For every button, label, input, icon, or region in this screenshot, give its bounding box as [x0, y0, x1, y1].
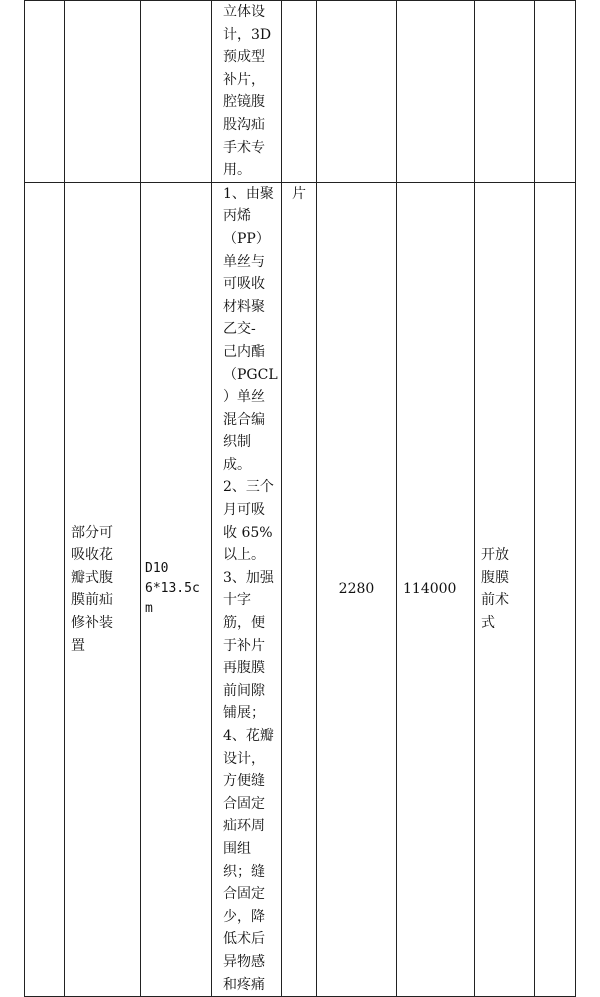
- product-table: [24, 0, 576, 997]
- note-cell: [475, 1, 535, 183]
- note-text: 开放 腹膜 前术 式: [481, 547, 509, 632]
- extra-cell: [535, 1, 576, 183]
- spec-cell: [141, 182, 212, 996]
- description-text: 立体设 计，3D 预成型 补片， 腔镜腹 股沟疝 手术专 用。: [223, 4, 272, 179]
- index-cell: [25, 1, 65, 183]
- extra-cell: [535, 182, 576, 996]
- spec-cell: [141, 1, 212, 183]
- unit-cell: [282, 1, 317, 183]
- price-text: 2280: [338, 581, 375, 598]
- index-cell: [25, 182, 65, 996]
- table-row: [25, 1, 576, 183]
- price-cell: [317, 1, 397, 183]
- total-cell: [397, 182, 475, 996]
- total-cell: [397, 1, 475, 183]
- unit-text: 片: [292, 185, 306, 202]
- description-cell: [212, 182, 282, 996]
- name-cell: [65, 182, 141, 996]
- note-cell: [475, 182, 535, 996]
- name-cell: [65, 1, 141, 183]
- description-text: 1、由聚 丙烯 （PP） 单丝与 可吸收 材料聚 乙交- 己内酯 （PGCL ）单丝 混合编 织制 成。 2、三个 月可吸 收 65% 以上。 3、加强 十字 筋，便 于补片 再腹膜 前间隙 铺展； 4、花瓣 设计， 方便缝 合固定 疝环周 围组 织；缝 合固定 少，降 低术后 异物感 和疼痛: [223, 185, 278, 993]
- product-name: 部分可 吸收花 瓣式腹 膜前疝 修补装 置: [71, 524, 113, 654]
- total-text: 114000: [403, 581, 457, 598]
- table-row: [25, 182, 576, 996]
- unit-cell: [282, 182, 317, 996]
- product-spec: D10 6*13.5c m: [145, 561, 200, 617]
- description-cell: [212, 1, 282, 183]
- price-cell: [317, 182, 397, 996]
